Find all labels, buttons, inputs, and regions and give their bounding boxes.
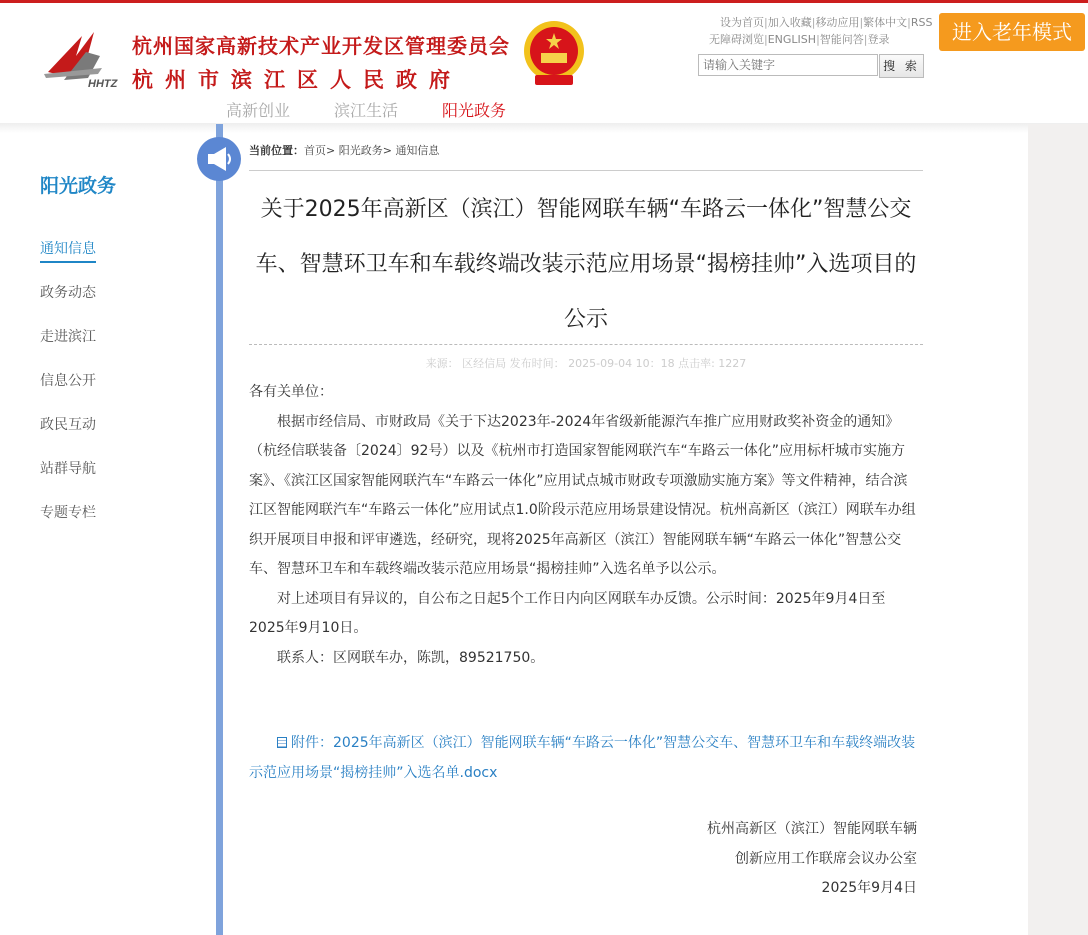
link-smart-qa[interactable]: 智能问答 — [819, 33, 864, 46]
sidebar-item-interaction[interactable]: 政民互动 — [40, 417, 96, 433]
document-icon — [277, 737, 287, 748]
signature-block — [560, 815, 917, 904]
attachment-label[interactable]: 附件：2025年高新区（滨江）智能网联车辆“车路云一体化”智慧公交车、智慧环卫车和车载终端改装示范应用场景“揭榜挂帅”入选名单.docx — [249, 735, 916, 781]
salutation: 各有关单位： — [249, 384, 333, 400]
link-mobile-app[interactable]: 移动应用 — [815, 16, 860, 29]
sidebar-item-info-disclosure[interactable]: 信息公开 — [40, 373, 96, 389]
top-red-bar — [0, 0, 1088, 3]
divider — [249, 344, 923, 345]
article-paragraph: 对上述项目有异议的，自公布之日起5个工作日内向区网联车办反馈。公示时间：2025年9月4日至2025年9月10日。 — [249, 590, 886, 636]
elder-mode-button[interactable]: 进入老年模式 — [939, 13, 1085, 51]
search-input[interactable] — [698, 54, 878, 76]
link-accessibility[interactable]: 无障碍浏览 — [709, 33, 764, 46]
link-set-homepage[interactable]: 设为首页 — [720, 16, 764, 29]
article-paragraph: 联系人：区网联车办，陈凯，89521750。 — [277, 649, 545, 666]
attachment-link[interactable] — [249, 729, 917, 788]
search-button[interactable]: 搜 索 — [879, 54, 924, 78]
article-meta: 来源： 区经信局 发布时间： 2025-09-04 10：18 点击率: 1227 — [425, 357, 747, 370]
sidebar-item-news[interactable]: 政务动态 — [40, 285, 96, 301]
article-title: 关于2025年高新区（滨江）智能网联车辆“车路云一体化”智慧公交车、智慧环卫车和车载终端改装示范应用场景“揭榜挂帅”入选项目的公示 — [255, 197, 917, 332]
national-emblem-icon — [521, 19, 587, 89]
breadcrumb-notices[interactable]: 通知信息 — [395, 144, 440, 157]
article-paragraph: 根据市经信局、市财政局《关于下达2023年-2024年省级新能源汽车推广应用财政奖补资金的通知》（杭经信联装备〔2024〕92号）以及《杭州市打造国家智能网联汽车“车路云一体化”应用标杆城市实施方案》、《滨江区国家智能网联汽车“车路云一体化”应用试点城市财政专项激励实施方案》等文件精神，结合滨江区智能网联汽车“车路云一体化”应用试点1.0阶段示范应用场景建设情况。杭州高新区（滨江）网联车办组织开展项目申报和评审遴选，经研究，现将2025年高新区（滨江）智能网联车辆“车路云一体化”智慧公交车、智慧环卫车和车载终端改装示范应用场景“揭榜挂帅”入选名单予以公示。 — [249, 413, 916, 577]
link-rss[interactable]: RSS — [910, 16, 933, 29]
megaphone-icon — [197, 137, 241, 181]
right-gutter — [1028, 124, 1088, 935]
link-login[interactable]: 登录 — [867, 33, 890, 46]
link-add-favorite[interactable]: 加入收藏 — [767, 16, 812, 29]
article-body — [249, 378, 917, 673]
sidebar-item-topics[interactable]: 专题专栏 — [40, 505, 96, 521]
announcement-badge — [197, 137, 241, 181]
signature-date: 2025年9月4日 — [821, 880, 917, 896]
breadcrumb: 当前位置：首页> 阳光政务> 通知信息 — [249, 144, 440, 157]
breadcrumb-home[interactable]: 首页 — [304, 144, 326, 157]
link-traditional-chinese[interactable]: 繁体中文 — [863, 16, 908, 29]
sidebar-item-site-nav[interactable]: 站群导航 — [40, 461, 96, 477]
breadcrumb-government[interactable]: 阳光政务 — [338, 144, 383, 157]
utility-links: 设为首页|加入收藏|移动应用|繁体中文|RSS 无障碍浏览|ENGLISH|智能问答|登录 — [709, 16, 933, 46]
content-rail — [216, 124, 223, 935]
link-english[interactable]: ENGLISH — [767, 33, 817, 46]
divider — [249, 170, 923, 171]
org-name-line2: 杭州市滨江区人民政府 — [132, 68, 462, 92]
nav-item-innovation[interactable]: 高新创业 — [226, 101, 291, 120]
breadcrumb-prefix: 当前位置： — [249, 144, 304, 157]
header-shadow — [0, 123, 1088, 133]
signature-line: 杭州高新区（滨江）智能网联车辆 — [707, 821, 917, 837]
org-name-line1: 杭州国家高新技术产业开发区管理委员会 — [132, 34, 510, 58]
signature-line: 创新应用工作联席会议办公室 — [735, 850, 917, 867]
sidebar-item-about-binjiang[interactable]: 走进滨江 — [40, 329, 96, 345]
svg-text:HHTZ: HHTZ — [88, 78, 118, 90]
main-nav — [226, 98, 550, 121]
nav-item-government[interactable]: 阳光政务 — [442, 101, 507, 120]
sidebar-item-notices[interactable]: 通知信息 — [40, 238, 96, 282]
nav-item-life[interactable]: 滨江生活 — [334, 101, 399, 120]
site-brand — [132, 30, 510, 94]
sidebar-menu — [40, 238, 96, 546]
hhtz-logo[interactable] — [42, 22, 124, 90]
sidebar-title: 阳光政务 — [40, 175, 117, 197]
